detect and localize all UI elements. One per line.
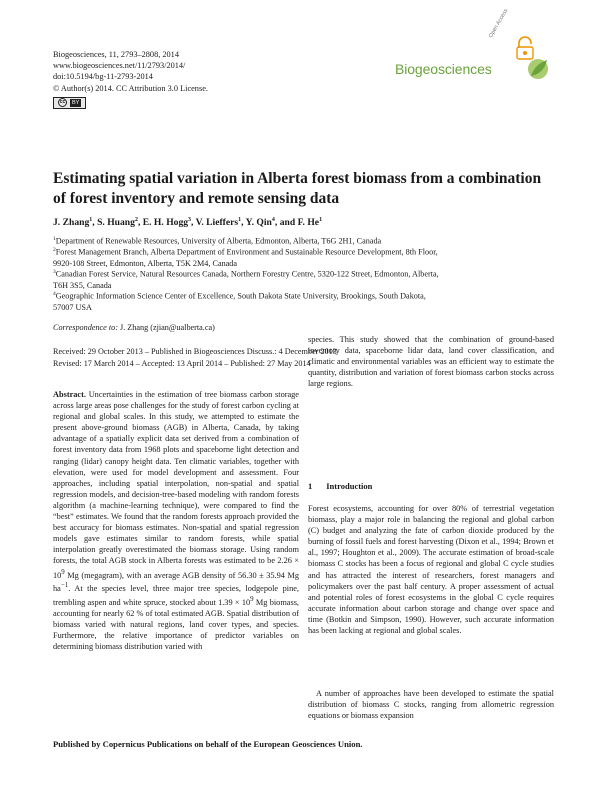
journal-logo (395, 7, 555, 84)
paper-title: Estimating spatial variation in Alberta forest biomass from a combination of forest inventory and remote sensing data (53, 170, 542, 207)
journal-url[interactable]: www.biogeosciences.net/11/2793/2014/ (53, 61, 186, 71)
biogeosciences-leaf-icon (523, 54, 553, 84)
journal-header (53, 49, 208, 109)
cc-license-badge[interactable] (53, 97, 86, 109)
correspondence: Correspondence to: J. Zhang (zjian@ualberta.ca) (53, 323, 215, 332)
author: F. He$^1$ (297, 217, 323, 229)
affiliation-4: $^4$Geographic Information Science Center of Excellence, South Dakota State University, Brookings, South Dakota, 57007 USA (53, 291, 426, 312)
logo-wordmark: Biogeosciences (395, 61, 492, 77)
author-list: J. Zhang$^1$, S. Huang$^2$, E. H. Hogg$^3$, V. Lieffers$^1$, Y. Qin$^4$, and F. He$^1$ (53, 217, 323, 229)
author: J. Zhang$^1$ (53, 217, 93, 229)
affiliation-3: $^3$Canadian Forest Service, Natural Resources Canada, Northern Forestry Centre, 5320-122 Street, Edmonton, Alberta, T6H 3S5, Canada (53, 269, 439, 290)
publication-dates: Received: 29 October 2013 – Published in Biogeosciences Discuss.: 4 December 2013 Revised: 17 March 2014 – Accepted: 13 April 2014 – Published: 27 May 2014 (53, 347, 337, 368)
section-heading-introduction: 1 Introduction (308, 481, 373, 491)
author: V. Lieffers$^1$ (195, 217, 242, 229)
license-text: © Author(s) 2014. CC Attribution 3.0 License. (53, 83, 208, 93)
abstract: Abstract. Uncertainties in the estimation of tree biomass carbon storage across large areas pose challenges for the study of forest carbon cycling at regional and global scales. In this study, we attempted to estimate the present above-ground biomass (AGB) in Alberta, Canada, by taking advantage of a spatially explicit data set derived from a combination of forest inventory data from 1968 plots and spaceborne light detection and ranging (lidar) canopy height data. Ten climatic variables, together with elevation, were used for model development and assessment. Four approaches, including spatial interpolation, non-spatial and spatial regression models, and decision-tree-based modeling with random forests algorithm (a machine-learning technique), were compared to find the “best” estimates. We found that the random forests approach provided the best accuracy for biomass estimates. Non-spatial and spatial regression models gave estimates similar to random forests, while spatial interpolation greatly overestimated the biomass storage. Using random forests, the total AGB stock in Alberta forests was estimated to be $2.26 \times 10^9$ Mg (megagram), with an average AGB density of 56.30 ± 35.94 Mg $ha^{-1}$. At the species level, three major tree species, lodgepole pine, trembling aspen and white spruce, stocked about $1.39 \times 10^9$ Mg biomass, accounting for nearly 62 % of total estimated AGB. Spatial distribution of biomass varied with natural regions, land cover types, and species. Furthermore, the relative importance of predictor variables on determining biomass distribution varied with (53, 390, 299, 652)
introduction-paragraph: A number of approaches have been developed to estimate the spatial distribution of biomass C stocks, ranging from allometric regression equations or biomass expansion (308, 689, 554, 721)
open-access-label: Open Access (488, 7, 510, 39)
abstract-label: Abstract. (53, 390, 86, 399)
introduction-paragraph: Forest ecosystems, accounting for over 80% of terrestrial vegetation biomass, play a major role in balancing the regional and global carbon (C) budget and analyzing the fate of carbon dioxide produced by the burning of fossil fuels and forest harvesting (Dixon et al., 1994; Brown et al., 1997; Houghton et al., 2009). The accurate estimation of broad-scale biomass C stocks has been a focus of regional and global C cycle studies and has attracted the interest of researchers, forest managers and policymakers over the past half century. A proper assessment of actual and potential roles of forest ecosystems in the global C cycle requires accurate information about carbon storage and change over space and time (Botkin and Simpson, 1990). However, such accurate information has been lacking at regional and global scales. (308, 504, 554, 636)
affiliation-2: $^2$Forest Management Branch, Alberta Department of Environment and Sustainable Resource Development, 8th Floor, 9920-108 Street, Edmonton, Alberta, T5K 2M4, Canada (53, 247, 438, 268)
author: S. Huang$^2$ (97, 217, 138, 229)
abstract-continuation: species. This study showed that the combination of ground-based inventory data, spaceborne lidar data, land cover classification, and climatic and environmental variables was an efficient way to estimate the quantity, distribution and variation of forest biomass carbon stocks across large regions. (308, 335, 554, 389)
publisher-footer: Published by Copernicus Publications on behalf of the European Geosciences Union. (53, 739, 363, 749)
cc-by-label: BY (72, 99, 80, 106)
author: Y. Qin$^4$ (245, 217, 275, 229)
doi[interactable]: doi:10.5194/bg-11-2793-2014 (53, 72, 153, 82)
cc-icon: cc (59, 99, 66, 106)
author: E. H. Hogg$^3$ (142, 217, 192, 229)
affiliation-1: $^1$Department of Renewable Resources, University of Alberta, Edmonton, Alberta, T6G 2H1, Canada (53, 236, 382, 246)
correspondence-email[interactable]: J. Zhang (zjian@ualberta.ca) (120, 323, 215, 332)
journal-citation: Biogeosciences, 11, 2793–2808, 2014 (53, 50, 179, 59)
